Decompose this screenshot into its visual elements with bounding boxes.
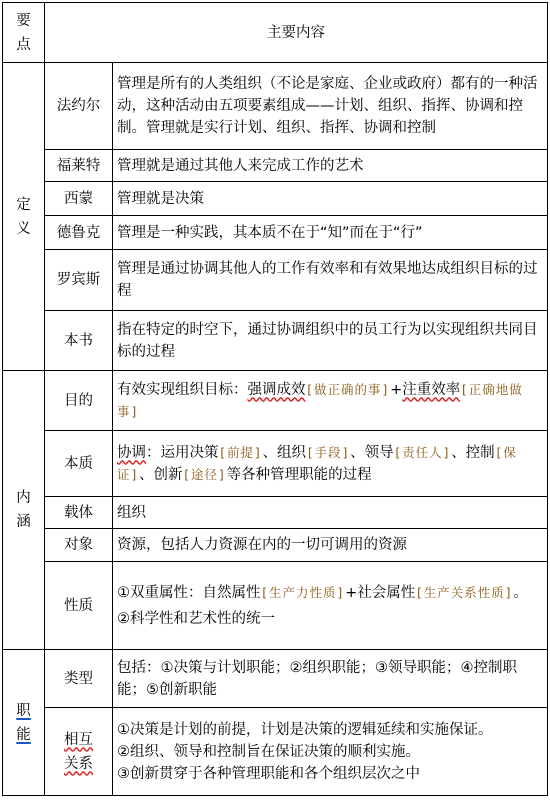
con-row [3, 497, 548, 529]
section-char: 义 [16, 220, 31, 237]
nature-line-1 [117, 582, 543, 604]
essence-note: [责任人] [393, 444, 452, 460]
row-key: 本质 [45, 431, 113, 497]
goal-effect: 强调成效 [247, 381, 306, 398]
row-text: 管理是所有的人类组织（不论是家庭、企业或政府）都有的一种活动，这种活动由五项要素组成——计划、组织、指挥、协调和控制。管理就是实行计划、组织、指挥、协调和控制 [113, 63, 548, 150]
relation-key [45, 708, 113, 796]
row-text: 管理是一种实践，其本质不在于“知”而在于“行” [113, 216, 548, 250]
nature-text [113, 562, 548, 650]
nature-part: 。 [513, 584, 528, 601]
essence-note: [保证] [117, 444, 517, 482]
func-row-relation [3, 708, 548, 796]
def-row [3, 216, 548, 250]
essence-part: 、领导 [350, 444, 394, 461]
goal-efficiency-note: [正确地做事] [117, 381, 523, 419]
section-definition [3, 63, 45, 371]
essence-part: 等各种管理职能的过程 [226, 466, 372, 483]
relation-line: ①决策是计划的前提，计划是决策的逻辑延续和实施保证。 [117, 721, 493, 738]
row-key: 对象 [45, 529, 113, 562]
section-char: 涵 [16, 514, 31, 530]
row-key: 法约尔 [45, 63, 113, 150]
essence-text [113, 431, 548, 497]
header-char-1: 要 [16, 12, 31, 29]
relation-key-line: 相互 [64, 731, 93, 748]
nature-note: [生产力性质] [260, 584, 346, 600]
goal-text [113, 371, 548, 431]
row-text: 资源，包括人力资源在内的一切可调用的资源 [113, 529, 548, 562]
con-row-essence [3, 431, 548, 497]
essence-note: [手段] [306, 444, 351, 460]
goal-plus: + [390, 381, 403, 398]
row-key: 本书 [45, 311, 113, 371]
nature-line-2: ②科学性和艺术性的统一 [117, 610, 275, 627]
def-row [3, 250, 548, 311]
con-row [3, 529, 548, 562]
row-key: 罗宾斯 [45, 250, 113, 311]
header-title: 主要内容 [45, 3, 548, 63]
con-row-goal [3, 371, 548, 431]
management-table [2, 2, 548, 796]
row-text: 管理就是通过其他人来完成工作的艺术 [113, 150, 548, 182]
func-row-types [3, 650, 548, 708]
section-char: 定 [16, 196, 31, 213]
section-char: 内 [16, 490, 31, 506]
row-key: 福莱特 [45, 150, 113, 182]
def-row [3, 311, 548, 371]
def-row [3, 150, 548, 182]
goal-efficiency: 注重效率 [402, 381, 461, 398]
con-row-nature [3, 562, 548, 650]
section-char: 能 [16, 726, 31, 743]
row-key: 类型 [45, 650, 113, 708]
row-key: 性质 [45, 562, 113, 650]
header-row [3, 3, 548, 63]
row-text: 管理就是决策 [113, 182, 548, 216]
row-text: 指在特定的时空下，通过协调组织中的员工行为以实现组织共同目标的过程 [113, 311, 548, 371]
essence-part: 、组织 [262, 444, 307, 461]
goal-effect-note: [做正确的事] [305, 381, 391, 397]
row-key: 德鲁克 [45, 216, 113, 250]
relation-line: ③创新贯穿于各种管理职能和各个组织层次之中 [117, 765, 420, 782]
row-text: 管理是通过协调其他人的工作有效率和有效果地达成组织目标的过程 [113, 250, 548, 311]
row-key: 目的 [45, 371, 113, 431]
essence-part: ：运用决策 [146, 444, 219, 461]
essence-part: 、控制 [451, 444, 495, 461]
row-text: 包括：①决策与计划职能；②组织职能；③领导职能；④控制职能；⑤创新职能 [113, 650, 548, 708]
relation-key-line: 关系 [64, 755, 93, 772]
section-char: 职 [16, 702, 31, 719]
essence-part: 、创新 [139, 466, 183, 483]
def-row-fayol [3, 63, 548, 150]
header-key-cell [3, 3, 45, 63]
row-key: 西蒙 [45, 182, 113, 216]
essence-note: [前提] [218, 444, 263, 460]
essence-note: [途径] [182, 466, 227, 482]
def-row [3, 182, 548, 216]
essence-word: 协调 [117, 444, 146, 461]
nature-note: [生产关系性质] [415, 584, 514, 600]
relation-text [113, 708, 548, 796]
row-key: 载体 [45, 497, 113, 529]
relation-line: ②组织、领导和控制旨在保证决策的顺利实施。 [117, 743, 420, 760]
nature-part: ①双重属性：自然属性 [117, 584, 261, 601]
header-char-2: 点 [16, 36, 31, 53]
section-connotation [3, 371, 45, 650]
row-text: 组织 [113, 497, 548, 529]
section-function [3, 650, 45, 796]
nature-part: +社会属性 [345, 584, 416, 601]
goal-prefix: 有效实现组织目标： [117, 381, 248, 398]
